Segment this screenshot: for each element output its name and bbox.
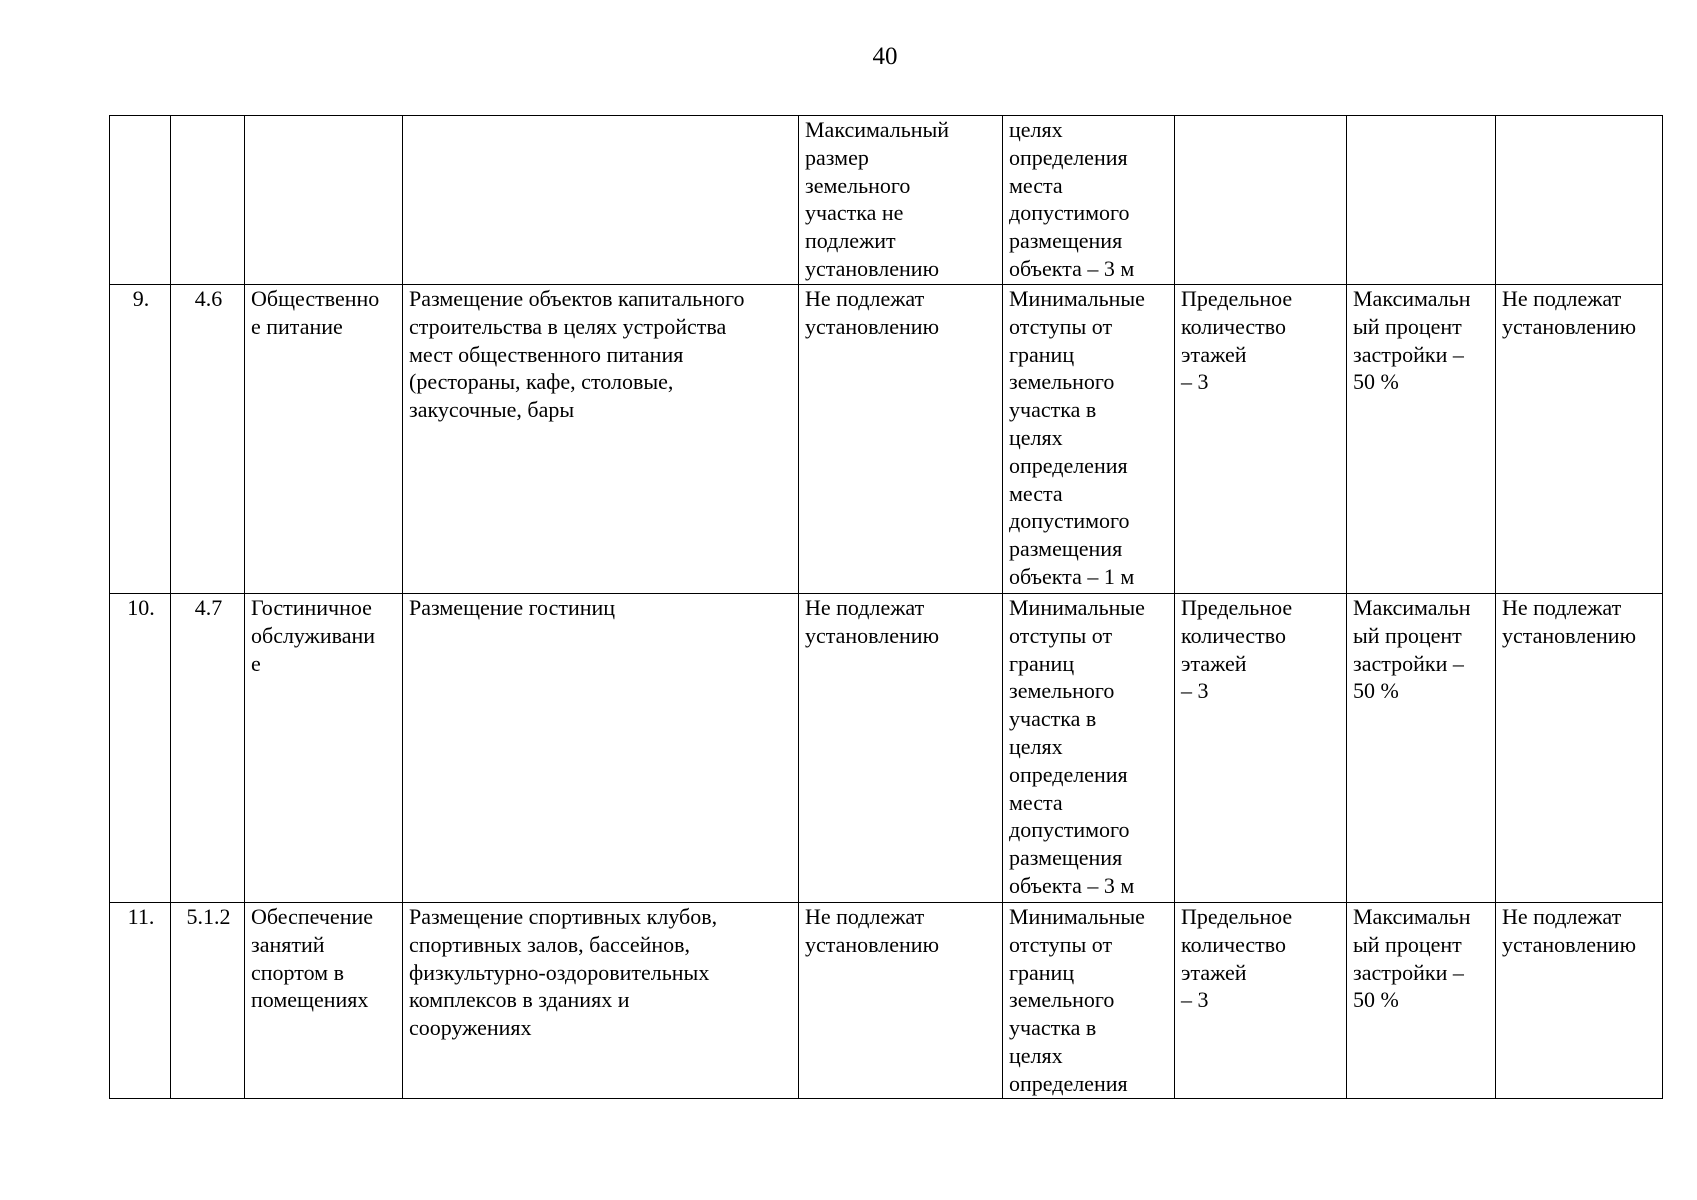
table-row: [110, 285, 1663, 594]
setbacks-cell: целях определения места допустимого размещения объекта – 3 м: [1003, 116, 1175, 285]
land-size-cell: Максимальный размер земельного участка не подлежит установлению: [799, 116, 1003, 285]
use-code-cell: [171, 116, 245, 285]
use-code-cell: 4.7: [171, 594, 245, 903]
floors-cell: Предельное количество этажей – 3: [1175, 903, 1347, 1099]
floors-cell: Предельное количество этажей – 3: [1175, 594, 1347, 903]
row-number-cell: [110, 116, 171, 285]
use-name-cell: Обеспечение занятий спортом в помещениях: [245, 903, 403, 1099]
floors-cell: Предельное количество этажей – 3: [1175, 285, 1347, 594]
coverage-cell: Максимальн ый процент застройки – 50 %: [1347, 594, 1496, 903]
page-number: 40: [872, 43, 898, 70]
land-size-cell: Не подлежат установлению: [799, 903, 1003, 1099]
setbacks-cell: Минимальные отступы от границ земельного участка в целях определения места допустимого размещения объекта – 1 м: [1003, 285, 1175, 594]
use-name-cell: [245, 116, 403, 285]
other-limits-cell: Не подлежат установлению: [1496, 903, 1663, 1099]
table-row: [110, 594, 1663, 903]
use-code-cell: 5.1.2: [171, 903, 245, 1099]
coverage-cell: [1347, 116, 1496, 285]
table-row: [110, 116, 1663, 285]
other-limits-cell: [1496, 116, 1663, 285]
use-description-cell: Размещение спортивных клубов, спортивных залов, бассейнов, физкультурно-оздоровительных комплексов в зданиях и сооружениях: [403, 903, 799, 1099]
setbacks-cell: Минимальные отступы от границ земельного участка в целях определения места допустимого размещения объекта – 3 м: [1003, 594, 1175, 903]
row-number-cell: 10.: [110, 594, 171, 903]
other-limits-cell: Не подлежат установлению: [1496, 594, 1663, 903]
use-name-cell: Общественно е питание: [245, 285, 403, 594]
land-size-cell: Не подлежат установлению: [799, 594, 1003, 903]
row-number-cell: 11.: [110, 903, 171, 1099]
use-description-cell: Размещение объектов капитального строительства в целях устройства мест общественного питания (рестораны, кафе, столовые, закусочные, бары: [403, 285, 799, 594]
row-number-cell: 9.: [110, 285, 171, 594]
coverage-cell: Максимальн ый процент застройки – 50 %: [1347, 903, 1496, 1099]
other-limits-cell: Не подлежат установлению: [1496, 285, 1663, 594]
use-description-cell: Размещение гостиниц: [403, 594, 799, 903]
land-size-cell: Не подлежат установлению: [799, 285, 1003, 594]
use-code-cell: 4.6: [171, 285, 245, 594]
floors-cell: [1175, 116, 1347, 285]
table-row: [110, 903, 1663, 1099]
setbacks-cell: Минимальные отступы от границ земельного участка в целях определения: [1003, 903, 1175, 1099]
use-description-cell: [403, 116, 799, 285]
use-name-cell: Гостиничное обслуживани е: [245, 594, 403, 903]
coverage-cell: Максимальн ый процент застройки – 50 %: [1347, 285, 1496, 594]
zoning-table: [109, 115, 1663, 1099]
